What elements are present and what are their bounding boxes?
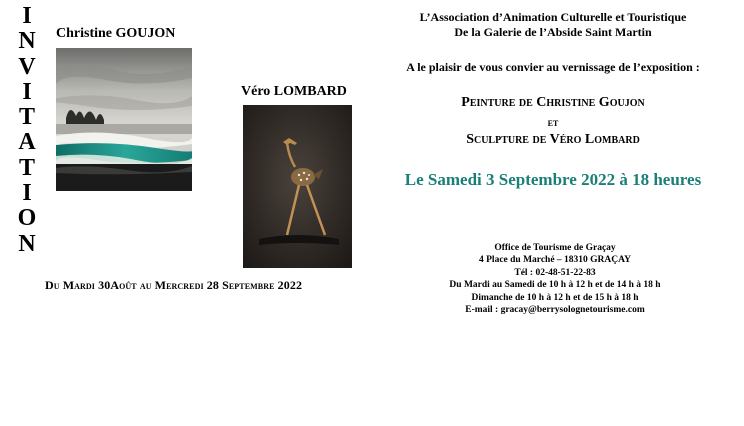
invitation-vertical-title: [16, 4, 38, 257]
tourist-office-info: [430, 242, 680, 316]
invitation-letter: T: [18, 104, 35, 131]
invitation-letter: I: [22, 78, 32, 105]
invitation-letter: O: [17, 205, 37, 232]
exhibition-painting: Peinture de Christine Goujon: [461, 95, 645, 110]
artist-name-sculptor: Véro LOMBARD: [241, 84, 347, 99]
office-phone: Tél : 02-48-51-22-83: [514, 267, 596, 278]
invitation-letter: N: [18, 28, 36, 55]
invitation-letter: A: [18, 129, 36, 156]
association-line-1: L’Association d’Animation Culturelle et Touristique: [419, 10, 687, 24]
artist-name-painter: Christine GOUJON: [56, 26, 176, 41]
office-hours-sunday: Dimanche de 10 h à 12 h et de 15 h à 18 h: [471, 292, 639, 303]
painting-image: [56, 48, 192, 191]
exhibition-dates: Du Mardi 30Août au Mercredi 28 Septembre 2022: [45, 278, 303, 292]
sculpture-image: [243, 105, 352, 268]
office-address: 4 Place du Marché – 18310 GRAÇAY: [479, 255, 631, 266]
office-name: Office de Tourisme de Graçay: [494, 243, 616, 253]
invitation-letter: V: [18, 53, 36, 80]
vernissage-date: Le Samedi 3 Septembre 2022 à 18 heures: [404, 170, 702, 189]
invitation-letter: N: [18, 230, 36, 257]
exhibition-and: et: [547, 117, 559, 129]
association-line-2: De la Galerie de l’Abside Saint Martin: [454, 25, 652, 39]
invitation-letter: T: [18, 154, 35, 181]
painting-artwork: [56, 48, 192, 191]
invitation-intro: A le plaisir de vous convier au vernissage de l’exposition :: [406, 60, 700, 74]
office-hours-weekday: Du Mardi au Samedi de 10 h à 12 h et de 14 h à 18 h: [449, 280, 661, 291]
invitation-letter: I: [22, 3, 32, 29]
exhibition-sculpture: Sculpture de Véro Lombard: [466, 132, 640, 147]
office-email: E-mail : gracay@berrysolognetourisme.com: [465, 305, 645, 316]
invitation-letter: I: [22, 180, 32, 207]
sculpture-artwork: [243, 105, 352, 268]
